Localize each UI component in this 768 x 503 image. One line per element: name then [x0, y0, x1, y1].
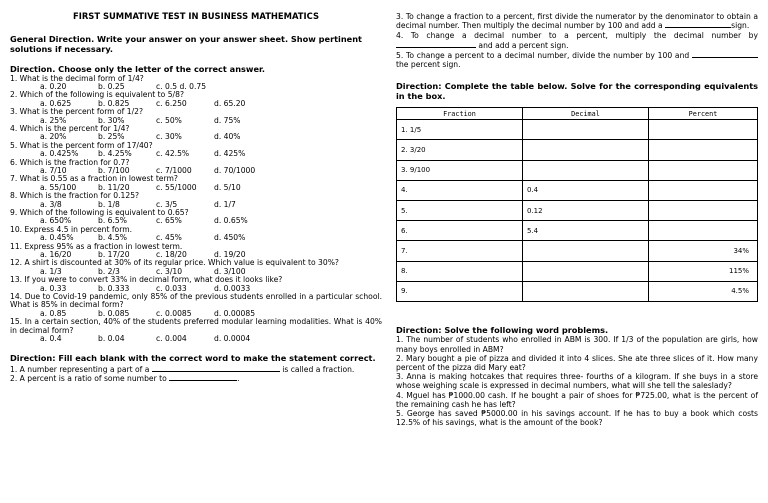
answer-option: b. 4.25%	[98, 149, 132, 159]
answer-option: c. 6.250	[156, 98, 187, 108]
answer-option: b. 0.333	[98, 283, 130, 293]
fraction-cell: 4.	[397, 180, 523, 200]
fill-item-text: is called a fraction.	[282, 365, 355, 374]
fraction-cell: 5.	[397, 200, 523, 220]
table-header-row	[397, 108, 758, 120]
answer-option: d. 65.20	[214, 98, 246, 108]
mc-question	[10, 293, 382, 318]
fill-item-text: .	[237, 374, 240, 384]
table-row	[397, 261, 758, 281]
table-row	[397, 160, 758, 180]
answer-option: a. 0.20	[40, 81, 67, 91]
word-problem: 3. Anna is making hotcakes that requires three- fourths of a kilogram. If she buys in a store whose weighing scale is expressed in decimal numbers, what will she tell the saleslady?	[396, 372, 758, 391]
mc-question	[10, 243, 382, 260]
answer-option: c. 42.5%	[156, 149, 190, 159]
answer-option: d. 0.0033	[214, 283, 251, 293]
fill-item-text: 5. To change a percent to a decimal number, divide the number by 100 and	[396, 50, 690, 60]
answer-option: d. 3/100	[214, 266, 246, 276]
answer-option: d. 0.65%	[214, 216, 248, 226]
mc-question	[10, 192, 382, 209]
mc-question	[10, 75, 382, 92]
fill-item-4	[396, 31, 758, 49]
answer-option: a. 20%	[40, 132, 67, 142]
decimal-cell	[523, 120, 649, 140]
answer-option: c. 65%	[156, 216, 182, 226]
answer-blank	[152, 365, 280, 372]
answer-option: a. 7/10	[40, 165, 67, 175]
question-text: 3. What is the percent form of 1/2?	[10, 107, 143, 117]
answer-option: a. 55/100	[40, 182, 77, 192]
fraction-cell: 8.	[397, 261, 523, 281]
mc-question	[10, 159, 382, 176]
word-problem-list	[396, 335, 758, 427]
fraction-cell: 1. 1/5	[397, 120, 523, 140]
fill-item-text: 3. To change a fraction to a percent, first divide the numerator by the denominator to obtain a decimal number. Then multiply the decimal number by 100 and add a	[396, 12, 758, 31]
percent-cell	[649, 140, 758, 160]
answer-option: b. 0.825	[98, 98, 130, 108]
question-text: 2. Which of the following is equivalent to 5/8?	[10, 90, 184, 100]
table-row	[397, 241, 758, 261]
answer-option: c. 0.0085	[156, 308, 192, 318]
answer-option: d. 425%	[214, 149, 246, 159]
question-text: 14. Due to Covid-19 pandemic, only 85% of the previous students enrolled in a particular school. What is 85% in decimal form?	[10, 292, 382, 310]
answer-option: c. 0.033	[156, 283, 187, 293]
answer-option: b. 4.5%	[98, 233, 127, 243]
mc-question	[10, 91, 382, 108]
answer-blank	[665, 21, 731, 28]
question-text: 5. What is the percent form of 17/40?	[10, 140, 153, 150]
answer-blank	[396, 41, 476, 48]
answer-option: d. 450%	[214, 233, 246, 243]
percent-cell: 4.5%	[649, 281, 758, 301]
fill-item-text: and add a percent sign.	[478, 40, 569, 50]
percent-cell	[649, 200, 758, 220]
question-text: 1. What is the decimal form of 1/4?	[10, 73, 144, 83]
table-row	[397, 120, 758, 140]
left-column	[10, 0, 382, 384]
answer-option: c. 0.004	[156, 334, 187, 344]
question-text: 10. Express 4.5 in percent form.	[10, 224, 133, 234]
decimal-cell	[523, 140, 649, 160]
mc-direction: Direction. Choose only the letter of the correct answer.	[10, 64, 265, 74]
fill-item-text: sign.	[731, 21, 750, 31]
answer-option: b. 6.5%	[98, 216, 127, 226]
answer-option: a. 25%	[40, 115, 67, 125]
mc-question	[10, 142, 382, 159]
answer-option: b. 17/20	[98, 250, 130, 260]
percent-cell	[649, 120, 758, 140]
answer-option: a. 0.33	[40, 283, 67, 293]
decimal-cell	[523, 241, 649, 261]
answer-option: a. 0.4	[40, 334, 62, 344]
table-row	[397, 221, 758, 241]
mc-question	[10, 259, 382, 276]
answer-option: a. 0.425%	[40, 149, 79, 159]
decimal-cell: 0.12	[523, 200, 649, 220]
fraction-cell: 9.	[397, 281, 523, 301]
word-problem: 2. Mary bought a pie of pizza and divided it into 4 slices. She ate three slices of it. How many percent of the pizza did Mary eat?	[396, 353, 758, 373]
answer-option: b. 0.085	[98, 308, 130, 318]
answer-option: d. 70/1000	[214, 165, 256, 175]
fraction-cell: 7.	[397, 241, 523, 261]
percent-cell: 34%	[649, 241, 758, 261]
fill-item-1	[10, 365, 382, 374]
answer-option: a. 0.45%	[40, 233, 74, 243]
fill-item-5	[396, 51, 758, 69]
question-text: 11. Express 95% as a fraction in lowest term.	[10, 241, 183, 251]
fraction-cell: 6.	[397, 221, 523, 241]
fill-direction: Direction: Fill each blank with the correct word to make the statement correct.	[10, 352, 376, 363]
answer-blank	[692, 51, 758, 58]
mc-question	[10, 108, 382, 125]
answer-option: b. 0.25	[98, 81, 125, 91]
fill-item-text: 4. To change a decimal number to a percent, multiply the decimal number by	[396, 31, 758, 41]
mc-question	[10, 125, 382, 142]
decimal-cell: 5.4	[523, 221, 649, 241]
decimal-cell: 0.4	[523, 180, 649, 200]
word-problem: 5. George has saved ₱5000.00 in his savings account. If he has to buy a book which costs 12.5% of his savings, what is the amount of the book?	[396, 409, 758, 428]
column-header: Percent	[649, 108, 758, 120]
answer-option: b. 1/8	[98, 199, 120, 209]
percent-cell	[649, 180, 758, 200]
mc-question	[10, 209, 382, 226]
question-text: 8. Which is the fraction for 0.125?	[10, 191, 140, 201]
question-text: 9. Which of the following is equivalent to 0.65?	[10, 208, 189, 217]
answer-blank	[169, 374, 240, 384]
answer-option: c. 30%	[156, 132, 182, 142]
table-body	[397, 120, 758, 302]
answer-option: b. 2/3	[98, 266, 120, 276]
fill-item-text: 2. A percent is a ratio of some number to	[10, 374, 167, 384]
answer-option: d. 0.0004	[214, 334, 251, 344]
answer-option: c. 0.5 d. 0.75	[156, 81, 207, 91]
column-header: Fraction	[397, 108, 523, 120]
table-direction: Direction: Complete the table below. Solve for the corresponding equivalents in the box.	[396, 81, 758, 101]
decimal-cell	[523, 160, 649, 180]
question-text: 13. If you were to convert 33% in decimal form, what does it looks like?	[10, 275, 283, 285]
answer-option: d. 5/10	[214, 182, 241, 192]
table-row	[397, 200, 758, 220]
word-problem: 1. The number of students who enrolled in ABM is 300. If 1/3 of the population are girls, how many boys enrolled in ABM?	[396, 335, 758, 354]
answer-option: a. 3/8	[40, 199, 62, 209]
general-direction: General Direction. Write your answer on your answer sheet. Show pertinent solutions if necessary.	[10, 34, 362, 54]
answer-option: a. 650%	[40, 216, 72, 226]
answer-option: c. 18/20	[156, 250, 187, 260]
answer-option: c. 3/10	[156, 266, 183, 276]
answer-option: b. 7/100	[98, 165, 130, 175]
decimal-cell	[523, 281, 649, 301]
answer-option: d. 75%	[214, 115, 241, 125]
percent-cell: 115%	[649, 261, 758, 281]
answer-option: a. 0.85	[40, 308, 67, 318]
decimal-cell	[523, 261, 649, 281]
mc-question	[10, 276, 382, 293]
mc-question	[10, 226, 382, 243]
answer-option: b. 11/20	[98, 182, 130, 192]
fill-item-text: the percent sign.	[396, 60, 461, 70]
percent-cell	[649, 221, 758, 241]
answer-option: b. 0.04	[98, 334, 125, 344]
fraction-cell: 3. 9/100	[397, 160, 523, 180]
answer-option: d. 0.00085	[214, 308, 256, 318]
answer-option: d. 40%	[214, 132, 241, 142]
answer-option: c. 50%	[156, 115, 182, 125]
mc-question	[10, 318, 382, 343]
answer-option: d. 1/7	[214, 199, 236, 209]
fill-item-2	[10, 374, 382, 383]
question-text: 12. A shirt is discounted at 30% of its regular price. Which value is equivalent to 30%?	[10, 258, 339, 268]
question-text: 4. Which is the percent for 1/4?	[10, 123, 130, 133]
fill-item-text: 1. A number representing a part of a	[10, 365, 150, 374]
answer-options	[10, 335, 382, 343]
percent-cell	[649, 160, 758, 180]
word-problem: 4. Mguel has ₱1000.00 cash. If he bought a pair of shoes for ₱725.00, what is the percent of the remaining cash he has left?	[396, 390, 758, 409]
table-row	[397, 281, 758, 301]
fill-item-3	[396, 12, 758, 30]
answer-option: c. 45%	[156, 233, 182, 243]
word-direction: Direction: Solve the following word problems.	[396, 324, 609, 335]
table-row	[397, 140, 758, 160]
fraction-cell: 2. 3/20	[397, 140, 523, 160]
answer-option: c. 55/1000	[156, 182, 197, 192]
mc-question-list	[10, 75, 382, 344]
page-title: FIRST SUMMATIVE TEST IN BUSINESS MATHEMATICS	[73, 11, 319, 21]
answer-option: b. 25%	[98, 132, 125, 142]
answer-option: d. 19/20	[214, 250, 246, 260]
answer-option: a. 1/3	[40, 266, 62, 276]
column-header: Decimal	[523, 108, 649, 120]
mc-question	[10, 175, 382, 192]
question-text: 7. What is 0.55 as a fraction in lowest term?	[10, 174, 178, 184]
answer-option: a. 0.625	[40, 98, 72, 108]
equivalents-table	[396, 107, 758, 302]
table-row	[397, 180, 758, 200]
answer-option: a. 16/20	[40, 250, 72, 260]
question-text: 15. In a certain section, 40% of the students preferred modular learning modalities. What is 40% in decimal form?	[10, 317, 382, 335]
answer-option: b. 30%	[98, 115, 125, 125]
right-column	[396, 0, 758, 427]
question-text: 6. Which is the fraction for 0.7?	[10, 157, 130, 167]
answer-option: c. 7/1000	[156, 165, 192, 175]
answer-option: c. 3/5	[156, 199, 178, 209]
